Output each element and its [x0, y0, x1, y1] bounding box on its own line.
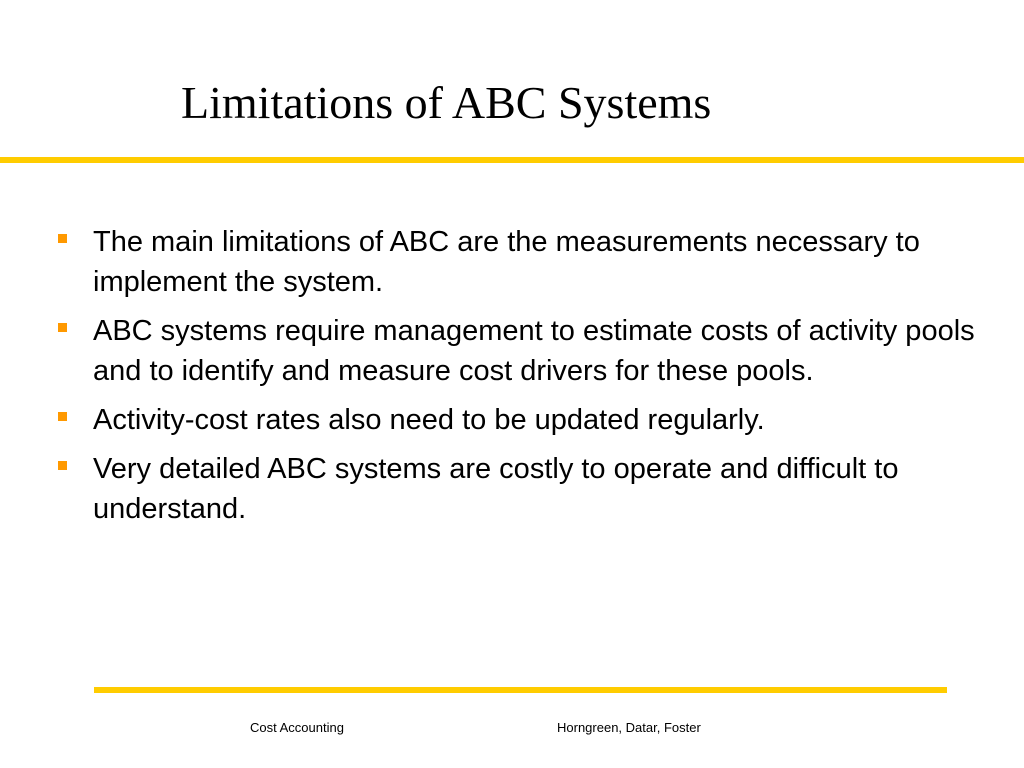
- bullet-text: Very detailed ABC systems are costly to operate and difficult to understand.: [93, 453, 899, 525]
- square-bullet-icon: [58, 461, 67, 470]
- bullet-list: [58, 222, 1018, 538]
- bullet-text: Activity-cost rates also need to be updated regularly.: [93, 404, 765, 436]
- square-bullet-icon: [58, 412, 67, 421]
- bullet-item: [58, 311, 1018, 391]
- bullet-item: [58, 449, 1018, 529]
- bullet-text: ABC systems require management to estimate costs of activity pools and to identify and measure cost drivers for these pools.: [93, 315, 975, 387]
- slide-title: Limitations of ABC Systems: [181, 77, 712, 128]
- square-bullet-icon: [58, 234, 67, 243]
- square-bullet-icon: [58, 323, 67, 332]
- bullet-text: The main limitations of ABC are the measurements necessary to implement the system.: [93, 226, 920, 298]
- bullet-item: [58, 400, 1018, 440]
- footer-authors: Horngreen, Datar, Foster: [557, 720, 701, 735]
- footer-divider: [94, 687, 947, 693]
- bullet-item: [58, 222, 1018, 302]
- footer-course: Cost Accounting: [250, 720, 344, 735]
- title-divider: [0, 157, 1024, 163]
